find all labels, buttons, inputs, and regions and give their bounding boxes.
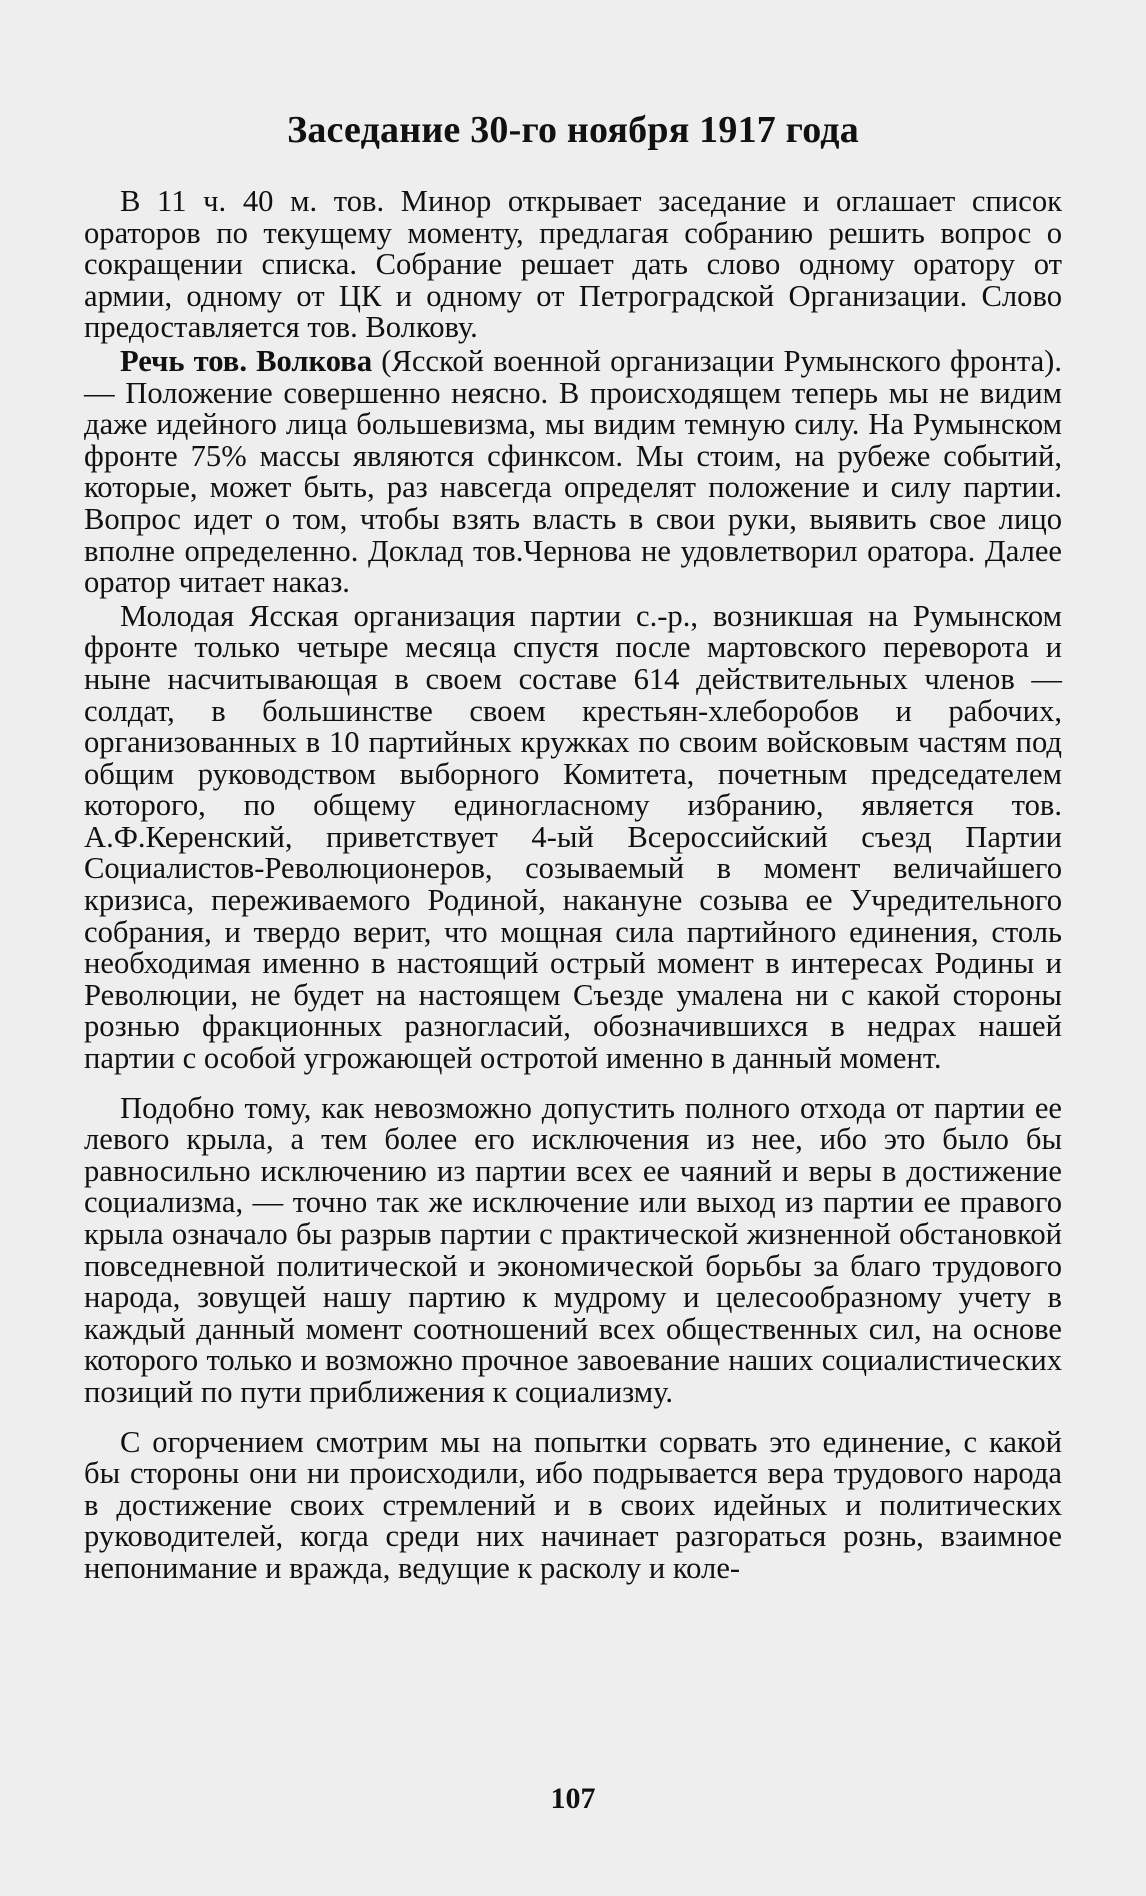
- paragraph-3: [84, 598, 1062, 1076]
- paragraph-1: [84, 186, 1062, 344]
- page-number: 107: [550, 1782, 596, 1815]
- paragraph-5: [84, 1424, 1062, 1585]
- body-text: [84, 186, 1062, 1585]
- paragraph-2: [84, 343, 1062, 600]
- paragraph-4: [84, 1090, 1062, 1409]
- paragraph-1-text: В 11 ч. 40 м. тов. Минор открывает заседание и оглашает список ораторов по текущему моменту, предлагая собранию решить вопрос о сокращении списка. Собрание решает дать слово одному оратору от армии, одному от ЦК и одному от Петроградской Организации. Слово предоставляется тов. Волкову.: [84, 184, 1062, 345]
- page-title: Заседание 30-го ноября 1917 года: [287, 109, 859, 151]
- paragraph-4-text: Подобно тому, как невозможно допустить полного отхода от партии ее левого крыла, а тем более его исключения из нее, ибо это было бы равносильно исключению из партии всех ее чаяний и веры в достижение социализма, — точно так же исключение или выход из партии ее правого крыла означало бы разрыв партии с практической жизненной обстановкой повседневной политической и экономической борьбы за благо трудового народа, зовущей нашу партию к мудрому и целесообразному учету в каждый данный момент соотношений всех общественных сил, на основе которого только и возможно прочное завоевание наших социалистических позиций по пути приближения к социализму.: [84, 1090, 1062, 1409]
- paragraph-5-text: С огорчением смотрим мы на попытки сорвать это единение, с какой бы стороны они ни происходили, ибо подрывается вера трудового народа в достижение своих стремлений и в своих идейных и политических руководителей, когда среди них начинает разгораться рознь, взаимное непонимание и вражда, ведущие к расколу и коле-: [84, 1424, 1062, 1585]
- paragraph-2-text: (Ясской военной организации Румынского фронта). — Положение совершенно неясно. В происходящем теперь мы не видим даже идейного лица большевизма, мы видим темную силу. На Румынском фронте 75% массы являются сфинксом. Мы стоим, на рубеже событий, которые, может быть, раз навсегда определят положение и силу партии. Вопрос идет о том, чтобы взять власть в свои руки, выявить свое лицо вполне определенно. Доклад тов.Чернова не удовлетворил оратора. Далее оратор читает наказ.: [84, 343, 1062, 600]
- paragraph-2-lead: Речь тов. Волкова: [120, 343, 373, 378]
- paragraph-3-text: Молодая Ясская организация партии с.-р., возникшая на Румынском фронте только четыре месяца спустя после мартовского переворота и ныне насчитывающая в своем составе 614 действительных членов — солдат, в большинстве своем крестьян-хлеборобов и рабочих, организованных в 10 партийных кружках по своим войсковым частям под общим руководством выборного Комитета, почетным председателем которого, по общему единогласному избранию, является тов. А.Ф.Керенский, приветствует 4-ый Всероссийский съезд Партии Социалистов-Революционеров, созываемый в момент величайшего кризиса, переживаемого Родиной, накануне созыва ее Учредительного собрания, и твердо верит, что мощная сила партийного единения, столь необходимая именно в настоящий острый момент в интересах Родины и Революции, не будет на настоящем Съезде умалена ни с какой стороны рознью фракционных разногласий, обозначившихся в недрах нашей партии с особой угрожающей остротой именно в данный момент.: [84, 598, 1062, 1076]
